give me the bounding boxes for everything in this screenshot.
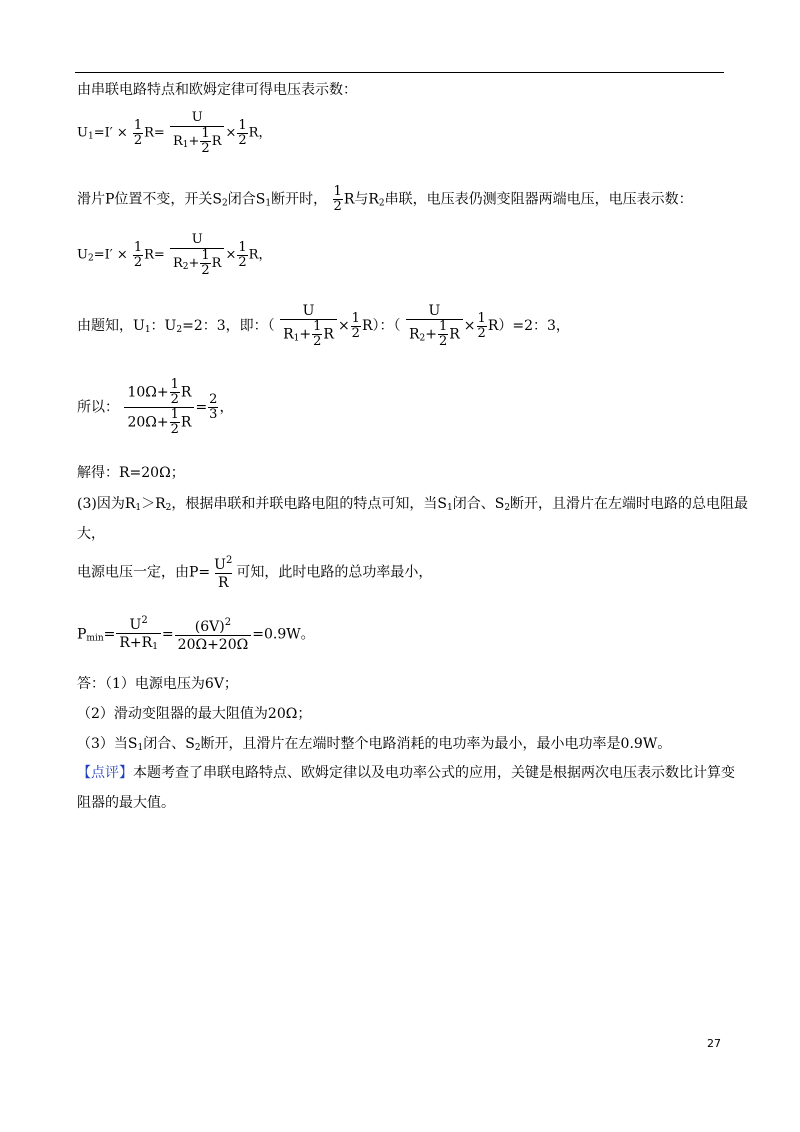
answer-1: 答：（1）电源电压为6V； [77,676,238,692]
text-line-1: 由串联电路特点和欧姆定律可得电压表示数： [77,82,357,98]
equation-ratio: 由题知，$U_1$：$U_2=2$：3，即：（ U $R_1+$ $\frac{1}{2}$ R × $\frac{1}{2}$ R）：（ U $R_2+$ $\frac{1}{2}$ R × $\frac{1}{2}$ R）=2：3， [77,303,570,349]
text-part3: (3)因为$R_1>R_2$，根据串联和并联电路电阻的特点可知，当$S_1$闭合、$S_2$断开，且滑片在左端时电路的总电阻最 [77,496,749,513]
comment-tag: 【点评】 [77,765,133,781]
text-line-3: 滑片P位置不变，开关$S_2$闭合$S_1$断开时， $\frac{1}{2}$ R与$R_2$串联，电压表仍测变阻器两端电压，电压表示数： [77,184,693,214]
text-part3-cont: 大， [77,526,105,542]
text-power: 电源电压一定，由P= $\frac{U^2}{R}$ 可知，此时电路的总功率最小， [77,555,433,591]
comment-line-2: 阻器的最大值。 [77,795,175,811]
text-solve: 解得：R=20Ω； [77,465,185,481]
comment-line-1: 【点评】本题考查了串联电路特点、欧姆定律以及电功率公式的应用，关键是根据两次电压表示数比计算变 [77,765,735,781]
answer-3: （3）当$S_1$闭合、$S_2$断开，且滑片在左端时整个电路消耗的电功率为最小，最小电功率是0.9W。 [77,736,672,753]
page-number: 27 [707,1037,721,1050]
equation-u1: $U_1=I'$ × $\frac{1}{2}$ R= U $R_1+$ $\frac{1}{2}$ R × $\frac{1}{2}$ R， [77,110,272,156]
equation-pmin: $P_{min}=$ $\frac{U^2}{R+R_1}$ = $\frac{(6V)^2}{20\Omega+20\Omega}$ =0.9W。 [77,613,315,656]
answer-2: （2）滑动变阻器的最大阻值为20Ω； [77,706,312,722]
equation-u2: $U_2=I'$ × $\frac{1}{2}$ R= U $R_2+$ $\frac{1}{2}$ R × $\frac{1}{2}$ R， [77,232,272,278]
header-rule [75,72,724,73]
equation-so: 所以： 10Ω+ $\frac{1}{2}$ R 20Ω+ $\frac{1}{2}$ R = $\frac{2}{3}$ ， [77,377,234,437]
